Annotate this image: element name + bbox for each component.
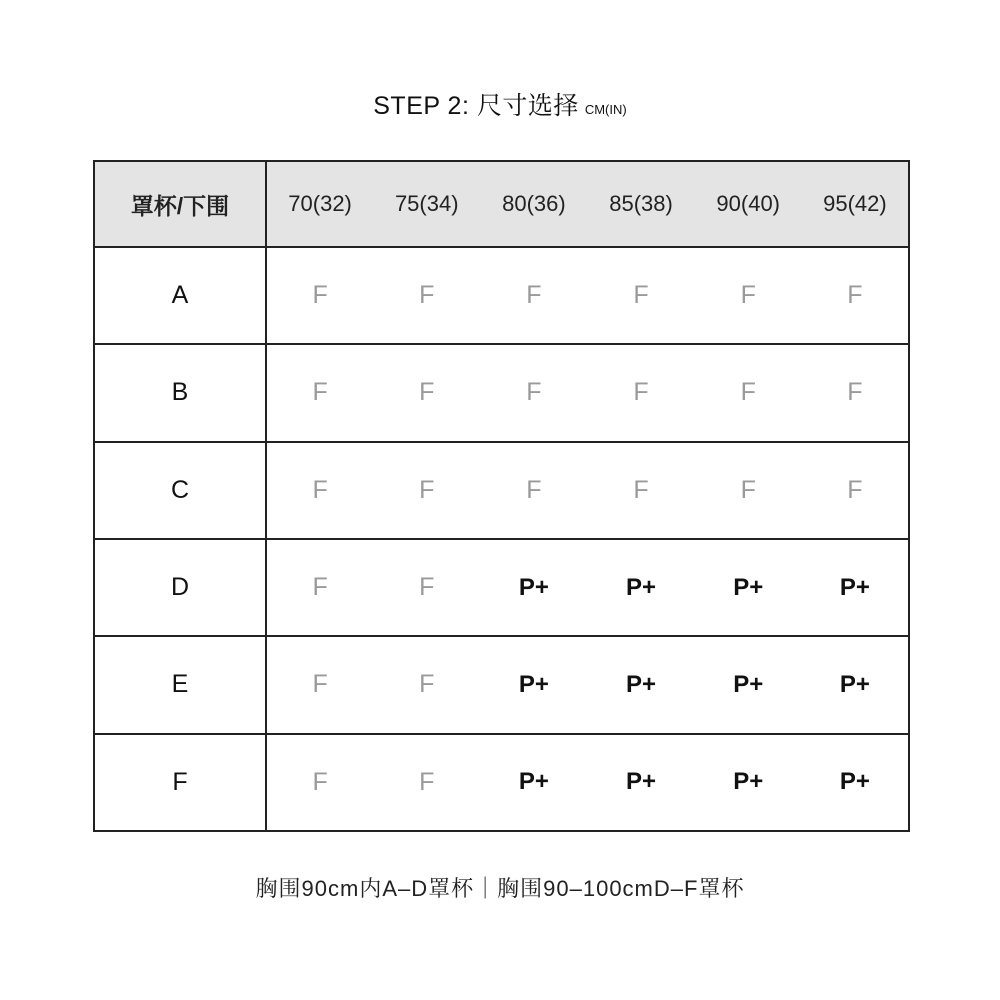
size-cell: P+ xyxy=(802,539,909,636)
size-cell: F xyxy=(480,442,587,539)
table-body xyxy=(94,247,909,831)
column-header: 85(38) xyxy=(587,161,694,247)
size-cell: P+ xyxy=(587,734,694,831)
size-cell: F xyxy=(695,247,802,344)
size-cell: P+ xyxy=(587,539,694,636)
size-cell: F xyxy=(266,539,373,636)
corner-header: 罩杯/下围 xyxy=(94,161,266,247)
size-cell: P+ xyxy=(695,734,802,831)
size-cell: F xyxy=(266,247,373,344)
size-cell: F xyxy=(373,247,480,344)
cup-label: E xyxy=(94,636,266,733)
cup-label: F xyxy=(94,734,266,831)
size-cell: F xyxy=(373,442,480,539)
size-cell: P+ xyxy=(695,539,802,636)
header-row xyxy=(94,161,909,247)
size-cell: F xyxy=(480,247,587,344)
column-header: 70(32) xyxy=(266,161,373,247)
table-row xyxy=(94,636,909,733)
size-cell: P+ xyxy=(480,734,587,831)
column-header: 90(40) xyxy=(695,161,802,247)
size-cell: F xyxy=(587,442,694,539)
size-cell: F xyxy=(695,344,802,441)
page-title xyxy=(0,86,1000,122)
size-cell: F xyxy=(266,344,373,441)
size-cell: F xyxy=(587,247,694,344)
size-cell: F xyxy=(480,344,587,441)
table-row xyxy=(94,734,909,831)
size-cell: F xyxy=(373,539,480,636)
table-row xyxy=(94,442,909,539)
size-cell: F xyxy=(266,734,373,831)
table-row xyxy=(94,247,909,344)
column-header: 75(34) xyxy=(373,161,480,247)
size-chart-table xyxy=(93,160,910,832)
size-cell: P+ xyxy=(802,734,909,831)
size-cell: P+ xyxy=(802,636,909,733)
column-header: 95(42) xyxy=(802,161,909,247)
cup-label: A xyxy=(94,247,266,344)
table-row xyxy=(94,539,909,636)
title-unit: CM(IN) xyxy=(584,102,627,117)
size-cell: P+ xyxy=(695,636,802,733)
size-cell: F xyxy=(802,344,909,441)
size-cell: F xyxy=(587,344,694,441)
footnote: 胸围90cm内A–D罩杯｜胸围90–100cmD–F罩杯 xyxy=(255,876,745,901)
cup-label: C xyxy=(94,442,266,539)
table-row xyxy=(94,344,909,441)
size-cell: F xyxy=(373,344,480,441)
title-main: STEP 2: 尺寸选择 xyxy=(373,92,579,120)
size-cell: F xyxy=(266,636,373,733)
size-cell: P+ xyxy=(480,539,587,636)
size-cell: P+ xyxy=(480,636,587,733)
size-cell: F xyxy=(802,247,909,344)
size-cell: F xyxy=(373,636,480,733)
column-header: 80(36) xyxy=(480,161,587,247)
size-cell: F xyxy=(266,442,373,539)
cup-label: B xyxy=(94,344,266,441)
cup-label: D xyxy=(94,539,266,636)
size-cell: F xyxy=(695,442,802,539)
size-cell: F xyxy=(802,442,909,539)
size-cell: F xyxy=(373,734,480,831)
size-cell: P+ xyxy=(587,636,694,733)
